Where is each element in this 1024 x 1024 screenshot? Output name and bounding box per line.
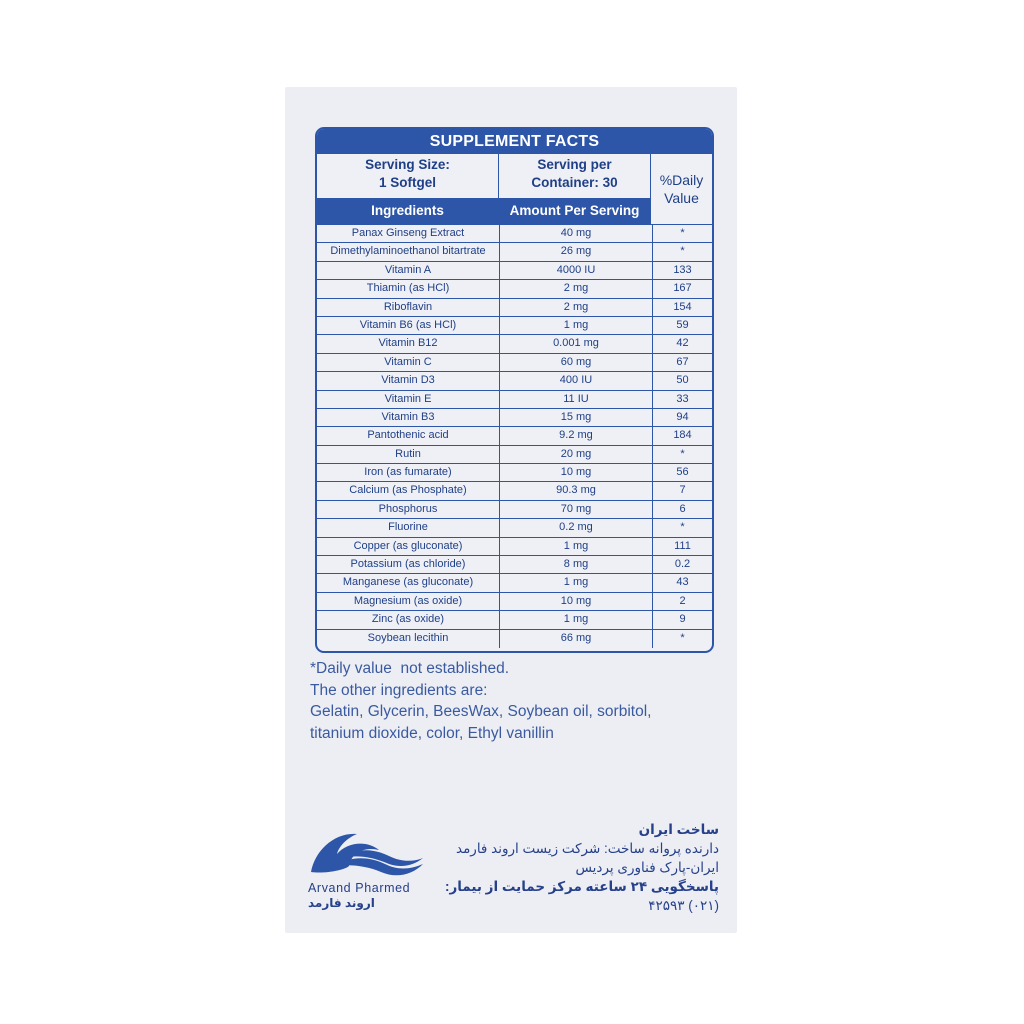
ingredient-amount: 0.001 mg (499, 335, 652, 352)
table-row (317, 574, 712, 592)
ingredient-name: Iron (as fumarate) (364, 466, 452, 479)
ingredient-amount: 66 mg (499, 630, 652, 648)
table-row (317, 317, 712, 335)
ingredient-name: Potassium (as chloride) (350, 558, 466, 571)
ingredient-amount: 1 mg (499, 574, 652, 591)
table-row (317, 335, 712, 353)
ingredient-name: Vitamin D3 (381, 374, 435, 387)
ingredient-name: Fluorine (388, 521, 428, 534)
ingredient-amount: 400 IU (499, 372, 652, 389)
table-row (317, 501, 712, 519)
ingredient-name: Thiamin (as HCl) (366, 282, 450, 295)
daily-value-label-2: Value (664, 190, 699, 206)
ingredient-daily-value: 167 (652, 280, 712, 297)
facts-rows (317, 225, 712, 648)
ingredient-daily-value: * (652, 243, 712, 260)
table-row (317, 299, 712, 317)
ingredient-name: Magnesium (as oxide) (353, 594, 463, 607)
ingredient-daily-value: 9 (652, 611, 712, 628)
ingredient-daily-value: * (652, 446, 712, 463)
ingredient-daily-value: 42 (652, 335, 712, 352)
ingredient-amount: 11 IU (499, 391, 652, 408)
col-ingredients-header: Ingredients (371, 203, 444, 218)
table-row (317, 391, 712, 409)
table-row (317, 372, 712, 390)
ingredient-daily-value: 50 (652, 372, 712, 389)
ingredient-amount: 2 mg (499, 280, 652, 297)
ingredient-name: Vitamin C (384, 355, 432, 368)
ingredient-name: Zinc (as oxide) (371, 613, 445, 626)
support-phone: (۰۲۱) ۴۲۵۹۳ (648, 898, 719, 913)
ingredient-daily-value: 154 (652, 299, 712, 316)
ingredient-daily-value: * (652, 225, 712, 242)
table-row (317, 409, 712, 427)
table-row (317, 593, 712, 611)
ingredient-amount: 0.2 mg (499, 519, 652, 536)
ingredient-amount: 70 mg (499, 501, 652, 518)
ingredient-daily-value: * (652, 519, 712, 536)
ingredient-name: Pantothenic acid (367, 429, 449, 442)
ingredient-amount: 20 mg (499, 446, 652, 463)
table-row (317, 538, 712, 556)
ingredient-amount: 1 mg (499, 317, 652, 334)
ingredient-name: Dimethylaminoethanol bitartrate (330, 245, 486, 258)
ingredient-daily-value: 2 (652, 593, 712, 610)
header-divider (498, 154, 499, 224)
ingredient-name: Vitamin A (384, 263, 432, 276)
ingredient-name: Phosphorus (378, 502, 438, 515)
daily-value-note: *Daily value not established. (310, 660, 510, 677)
other-ingredients-line1: Gelatin, Glycerin, BeesWax, Soybean oil, sorbitol, (310, 703, 652, 720)
notes-section (310, 658, 730, 744)
ingredient-daily-value: 0.2 (652, 556, 712, 573)
table-row (317, 427, 712, 445)
ingredient-amount: 60 mg (499, 354, 652, 371)
ingredient-name: Riboflavin (383, 300, 433, 313)
ingredient-daily-value: 7 (652, 482, 712, 499)
ingredient-daily-value: 59 (652, 317, 712, 334)
persian-info (419, 820, 719, 915)
daily-value-header (651, 154, 712, 224)
table-row (317, 464, 712, 482)
ingredient-amount: 10 mg (499, 593, 652, 610)
address: ایران-پارک فناوری پردیس (575, 860, 719, 875)
ingredient-amount: 15 mg (499, 409, 652, 426)
table-row (317, 556, 712, 574)
ingredient-daily-value: 133 (652, 262, 712, 279)
other-ingredients-label: The other ingredients are: (310, 681, 488, 699)
ingredient-amount: 1 mg (499, 611, 652, 628)
ingredient-daily-value: 94 (652, 409, 712, 426)
ingredient-name: Vitamin B12 (378, 337, 438, 350)
serving-size-value: 1 Softgel (378, 175, 436, 190)
serving-size (317, 154, 498, 199)
facts-header (317, 154, 712, 225)
ingredient-amount: 8 mg (499, 556, 652, 573)
ingredient-name: Copper (as gluconate) (353, 539, 463, 552)
daily-value-label: %Daily (659, 172, 704, 188)
table-row (317, 243, 712, 261)
table-row (317, 354, 712, 372)
table-row (317, 519, 712, 537)
ingredient-daily-value: 67 (652, 354, 712, 371)
ingredient-daily-value: 33 (652, 391, 712, 408)
ingredient-amount: 4000 IU (499, 262, 652, 279)
support-label: پاسخگویی ۲۴ ساعته مرکز حمایت از بیمار: (444, 879, 719, 894)
ingredient-daily-value: * (652, 630, 712, 648)
ingredient-amount: 90.3 mg (499, 482, 652, 499)
table-row (317, 611, 712, 629)
ingredient-daily-value: 111 (652, 538, 712, 555)
serving-per-value: Container: 30 (531, 175, 618, 190)
ingredient-amount: 40 mg (499, 225, 652, 242)
ingredient-amount: 9.2 mg (499, 427, 652, 444)
ingredient-amount: 1 mg (499, 538, 652, 555)
ingredient-daily-value: 56 (652, 464, 712, 481)
facts-title: SUPPLEMENT FACTS (317, 129, 712, 154)
made-in: ساخت ایران (638, 822, 719, 837)
ingredient-amount: 26 mg (499, 243, 652, 260)
table-row (317, 482, 712, 500)
serving-per-container (499, 154, 650, 199)
column-header-bar (317, 198, 650, 224)
other-ingredients-line2: titanium dioxide, color, Ethyl vanillin (310, 724, 554, 742)
ingredient-name: Manganese (as gluconate) (342, 576, 474, 589)
col-amount-header: Amount Per Serving (509, 203, 640, 218)
serving-per-label: Serving per (537, 157, 612, 172)
ingredient-name: Panax Ginseng Extract (351, 227, 465, 239)
serving-size-label: Serving Size: (365, 157, 450, 172)
brand-name-fa: اروند فارمد (308, 896, 375, 910)
ingredient-daily-value: 184 (652, 427, 712, 444)
supplement-facts-table (315, 127, 714, 653)
ingredient-amount: 10 mg (499, 464, 652, 481)
ingredient-name: Calcium (as Phosphate) (349, 484, 467, 497)
ingredient-amount: 2 mg (499, 299, 652, 316)
ingredient-daily-value: 6 (652, 501, 712, 518)
table-row (317, 630, 712, 648)
ingredient-name: Vitamin B6 (as HCl) (359, 318, 457, 331)
ingredient-name: Vitamin B3 (381, 410, 435, 423)
table-row (317, 280, 712, 298)
ingredient-name: Vitamin E (384, 392, 432, 405)
ingredient-name: Rutin (395, 447, 421, 460)
table-row (317, 225, 712, 243)
ingredient-name: Soybean lecithin (367, 631, 449, 644)
table-row (317, 262, 712, 280)
license-holder: دارنده پروانه ساخت: شرکت زیست اروند فارمد (455, 841, 719, 856)
ingredient-daily-value: 43 (652, 574, 712, 591)
brand-name-en: Arvand Pharmed (308, 881, 411, 895)
table-row (317, 446, 712, 464)
